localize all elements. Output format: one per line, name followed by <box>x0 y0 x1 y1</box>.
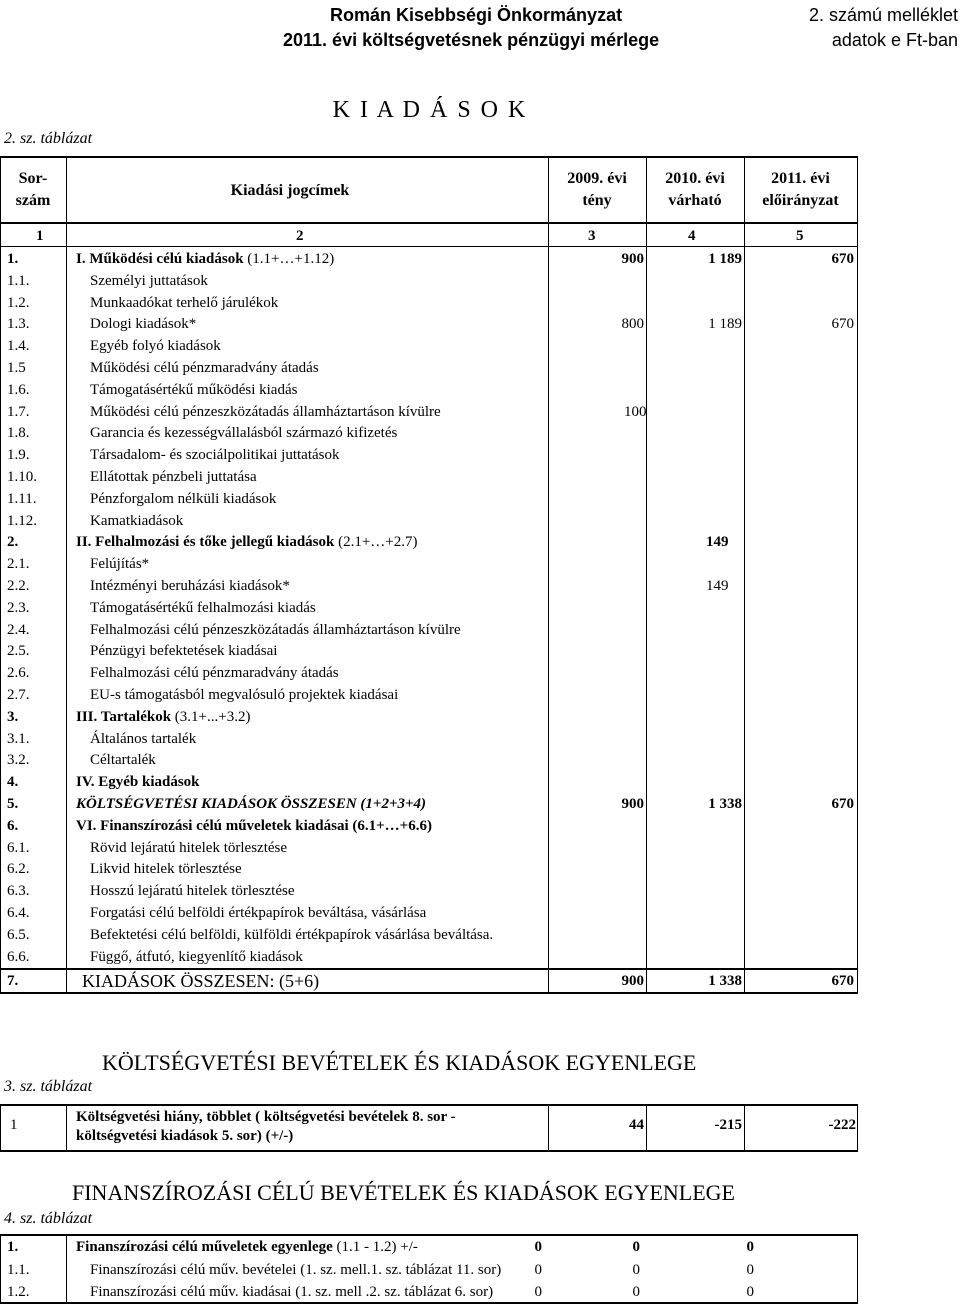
row-label-text: Általános tartalék <box>90 730 197 747</box>
row-label-text: Forgatási célú belföldi értékpapírok beváltása, vásárlása <box>90 905 427 921</box>
row-number: 1.2. <box>7 1284 30 1300</box>
value-2010: 0 <box>632 1261 640 1278</box>
row-label-formula: (1.1 - 1.2) +/- <box>332 1239 418 1255</box>
value-2010: 0 <box>632 1284 640 1300</box>
row-number: 3.1. <box>7 730 30 747</box>
row-label <box>90 382 297 399</box>
row-label <box>76 774 200 791</box>
table-row <box>0 270 858 292</box>
row-number: 1.6. <box>7 381 30 398</box>
row-label <box>76 818 432 835</box>
row-number: 1.2. <box>7 294 30 311</box>
row-label-text: Munkaadókat terhelő járulékok <box>90 294 279 311</box>
row-number: 1.11. <box>7 490 37 507</box>
row-label <box>76 251 334 268</box>
row-label-text: Garancia és kezességvállalásból származó kifizetés <box>90 425 398 442</box>
row-label <box>90 1262 501 1279</box>
value-2010: 1 189 <box>708 251 742 267</box>
row-label-formula: (2.1+…+2.7) <box>334 534 418 551</box>
row-label <box>76 534 418 551</box>
row-label-text: Finanszírozási célú műv. kiadásai (1. sz. mell .2. sz. táblázat 6. sor) <box>90 1284 494 1300</box>
value-2009: 0 <box>534 1284 542 1300</box>
row-label <box>90 513 183 530</box>
table-row <box>0 749 858 771</box>
row-number: 2.5. <box>7 643 30 660</box>
row-label-text: KIADÁSOK ÖSSZESEN: (5+6) <box>82 971 320 991</box>
row-label-text: Hosszú lejáratú hitelek törlesztése <box>90 883 295 900</box>
table-row <box>0 466 858 488</box>
value-2011: 0 <box>746 1284 754 1300</box>
row-label-text: IV. Egyéb kiadások <box>76 774 200 791</box>
value-2011: 0 <box>746 1239 754 1255</box>
table-row <box>0 597 858 619</box>
table-row <box>0 706 858 728</box>
value-2009: 900 <box>621 973 644 989</box>
value-2010: 1 189 <box>708 316 742 333</box>
value-2011: 670 <box>831 796 854 812</box>
row-number: 1. <box>7 1239 19 1255</box>
value-2010: 0 <box>632 1239 640 1255</box>
table-row <box>0 313 858 335</box>
value-2009: 0 <box>534 1261 542 1278</box>
row-label <box>90 905 426 922</box>
row-number: 2.4. <box>7 621 30 638</box>
table-row <box>0 858 858 880</box>
value-2011: 670 <box>831 316 854 333</box>
row-label-text: Társadalom- és szociálpolitikai juttatások <box>90 447 340 464</box>
row-number: 6.6. <box>7 948 30 965</box>
table-row <box>0 684 858 706</box>
row-label-text: Felhalmozási célú pénzeszközátadás államháztartáson kívülre <box>90 621 461 638</box>
table3-row-number: 1 <box>10 1117 18 1133</box>
row-label-text: Befektetési célú belföldi, külföldi értékpapírok vásárlása beváltása. <box>90 926 494 943</box>
table-row <box>0 575 858 597</box>
row-label <box>90 731 196 748</box>
col-header-2011: 2011. évi előirányzat <box>762 170 839 209</box>
row-number: 2.7. <box>7 687 30 703</box>
row-number: 6.2. <box>7 861 30 878</box>
row-label <box>90 295 278 312</box>
row-label-text: Céltartalék <box>90 752 156 769</box>
value-2010: 1 338 <box>708 973 742 989</box>
table-row <box>0 662 858 684</box>
row-number: 1.1. <box>7 1261 30 1278</box>
table4-label: 4. sz. táblázat <box>4 1210 93 1227</box>
row-label <box>90 338 221 355</box>
row-label <box>90 273 208 290</box>
row-label-text: VI. Finanszírozási célú műveletek kiadásai (6.1+…+6.6) <box>76 817 432 834</box>
row-number: 7. <box>7 973 19 989</box>
table-row <box>0 357 858 379</box>
row-label <box>76 1239 418 1256</box>
table-row <box>0 771 858 793</box>
annex-label: 2. számú melléklet <box>808 5 958 25</box>
table-row <box>0 619 858 641</box>
section-title: K I A D Á S O K <box>332 97 528 123</box>
row-number: 1.9. <box>7 447 30 464</box>
col-header-2009: 2009. évi tény <box>567 170 627 209</box>
col-number: 2 <box>296 228 304 244</box>
row-label-text: Kamatkiadások <box>90 512 184 529</box>
row-label <box>90 622 461 639</box>
table-row <box>0 946 858 968</box>
table-row <box>0 379 858 401</box>
row-number: 6.5. <box>7 926 30 943</box>
row-label-text: Intézményi beruházási kiadások* <box>90 578 290 594</box>
table3-title: KÖLTSÉGVETÉSI BEVÉTELEK ÉS KIADÁSOK EGYENLEGE <box>102 1050 697 1075</box>
row-number: 3. <box>7 708 19 725</box>
table-row <box>0 924 858 946</box>
table-row <box>0 335 858 357</box>
table-row <box>0 815 858 837</box>
row-number: 1.4. <box>7 338 30 355</box>
row-label <box>76 796 426 813</box>
row-label <box>90 447 340 464</box>
table-row <box>0 531 858 553</box>
table-row <box>0 880 858 902</box>
row-label-formula: (3.1+...+3.2) <box>171 708 251 725</box>
row-number: 1. <box>7 251 19 267</box>
value-2009: 0 <box>534 1239 542 1255</box>
row-number: 1.12. <box>7 512 37 529</box>
table2-label: 2. sz. táblázat <box>4 130 93 147</box>
row-label-text: Működési célú pénzmaradvány átadás <box>90 360 319 376</box>
row-label <box>90 949 303 966</box>
table-row <box>0 640 858 662</box>
org-name: Román Kisebbségi Önkormányzat <box>330 5 623 25</box>
row-label <box>90 1284 493 1301</box>
row-label-text: II. Felhalmozási és tőke jellegű kiadások <box>76 534 335 551</box>
row-label-formula: (1.1+…+1.12) <box>243 251 335 267</box>
row-label <box>90 469 257 486</box>
col-header-2010: 2010. évi várható <box>665 170 725 209</box>
row-label <box>90 600 316 617</box>
value-2009: 800 <box>621 316 644 333</box>
row-label-text: Támogatásértékű működési kiadás <box>90 381 298 398</box>
table-row <box>0 1236 858 1258</box>
row-label <box>90 578 290 595</box>
table-row <box>0 553 858 575</box>
table3-label: 3. sz. táblázat <box>4 1078 93 1095</box>
row-label <box>76 709 250 726</box>
col-number: 5 <box>796 228 804 244</box>
col-number: 1 <box>36 228 44 244</box>
table-row <box>0 401 858 423</box>
row-number: 5. <box>7 796 19 812</box>
row-label-text: Támogatásértékű felhalmozási kiadás <box>90 599 316 616</box>
table-row <box>0 793 858 815</box>
row-label-text: Finanszírozási célú műv. bevételei (1. sz. mell.1. sz. táblázat 11. sor) <box>90 1261 502 1278</box>
value-2010: 149 <box>706 534 729 551</box>
row-label-text: III. Tartalékok <box>76 708 172 725</box>
row-label-text: Rövid lejáratú hitelek törlesztése <box>90 839 288 856</box>
table3-value-2009: 44 <box>629 1117 644 1133</box>
unit-label: adatok e Ft-ban <box>831 30 958 50</box>
row-number: 6.1. <box>7 839 30 856</box>
row-label-text: Felhalmozási célú pénzmaradvány átadás <box>90 665 339 682</box>
row-label <box>90 752 156 769</box>
table-row <box>0 1259 858 1281</box>
row-number: 1.7. <box>7 403 30 420</box>
row-label <box>90 687 398 704</box>
table-row <box>0 510 858 532</box>
row-label <box>90 404 441 421</box>
table-row <box>0 444 858 466</box>
table-row <box>0 728 858 750</box>
row-label-text: Függő, átfutó, kiegyenlítő kiadások <box>90 948 303 965</box>
row-number: 1.1. <box>7 272 30 289</box>
row-number: 6.3. <box>7 883 30 900</box>
row-label <box>90 643 277 660</box>
table-row <box>0 902 858 924</box>
row-label-text: Dologi kiadások* <box>90 316 197 333</box>
table3-row-label: Költségvetési hiány, többlet ( költségvetési bevételek 8. sor - költségvetési kiadások 5. sor) (+/-) <box>76 1109 456 1144</box>
value-2011: 0 <box>746 1261 754 1278</box>
table-row <box>0 837 858 859</box>
row-label-text: Személyi juttatások <box>90 272 208 289</box>
row-label-text: Egyéb folyó kiadások <box>90 338 221 355</box>
value-2009: 900 <box>621 251 644 267</box>
row-label <box>90 316 196 333</box>
row-label <box>82 971 319 992</box>
row-label-text: Ellátottak pénzbeli juttatása <box>90 469 257 485</box>
value-2009: 900 <box>621 796 644 812</box>
row-number: 6.4. <box>7 905 30 921</box>
value-2010: 1 338 <box>708 796 742 812</box>
row-number: 1.3. <box>7 316 30 333</box>
row-label <box>90 665 339 682</box>
row-number: 3.2. <box>7 752 30 769</box>
table-row <box>0 970 858 992</box>
table3-value-2011: -222 <box>828 1117 856 1133</box>
row-label-text: Likvid hitelek törlesztése <box>90 861 242 878</box>
table-row <box>0 422 858 444</box>
row-label <box>90 883 295 900</box>
row-number: 2.3. <box>7 599 30 616</box>
row-number: 1.5 <box>7 360 26 376</box>
row-label <box>90 556 149 573</box>
table-row <box>0 488 858 510</box>
row-label <box>90 360 319 377</box>
row-number: 6. <box>7 817 19 834</box>
value-2009: 100 <box>624 403 647 420</box>
document-subtitle: 2011. évi költségvetésnek pénzügyi mérlege <box>283 30 660 50</box>
row-number: 1.8. <box>7 425 30 442</box>
row-label <box>90 491 276 508</box>
row-label-text: Pénzforgalom nélküli kiadások <box>90 490 277 507</box>
row-label <box>90 425 397 442</box>
row-label <box>90 861 242 878</box>
row-label-text: Felújítás* <box>90 556 150 573</box>
row-label <box>90 927 493 944</box>
row-number: 2.6. <box>7 665 30 682</box>
value-2010: 149 <box>706 578 729 594</box>
row-number: 2.1. <box>7 556 30 573</box>
row-label <box>90 840 287 857</box>
table3-value-2010: -215 <box>714 1117 742 1133</box>
table4-title: FINANSZÍROZÁSI CÉLÚ BEVÉTELEK ÉS KIADÁSOK EGYENLEGE <box>72 1180 735 1205</box>
table-row <box>0 1281 858 1303</box>
col-number: 3 <box>588 228 596 244</box>
row-number: 4. <box>7 774 19 791</box>
row-label-text: I. Működési célú kiadások <box>76 251 244 267</box>
row-label-text: Működési célú pénzeszközátadás államháztartáson kívülre <box>90 403 441 420</box>
row-number: 1.10. <box>7 469 37 485</box>
value-2011: 670 <box>831 251 854 267</box>
table-row <box>0 292 858 314</box>
value-2011: 670 <box>831 973 854 989</box>
row-label-text: KÖLTSÉGVETÉSI KIADÁSOK ÖSSZESEN (1+2+3+4) <box>76 796 427 812</box>
row-number: 2.2. <box>7 578 30 594</box>
row-label-text: Pénzügyi befektetések kiadásai <box>90 643 278 660</box>
row-number: 2. <box>7 534 19 551</box>
row-label-text: Finanszírozási célú műveletek egyenlege <box>76 1239 333 1255</box>
table-row <box>0 248 858 270</box>
row-label-text: EU-s támogatásból megvalósuló projektek kiadásai <box>90 687 399 703</box>
col-header-sorszam: Sor- szám <box>15 170 51 209</box>
col-header-title: Kiadási jogcímek <box>230 182 350 199</box>
col-number: 4 <box>688 228 696 244</box>
